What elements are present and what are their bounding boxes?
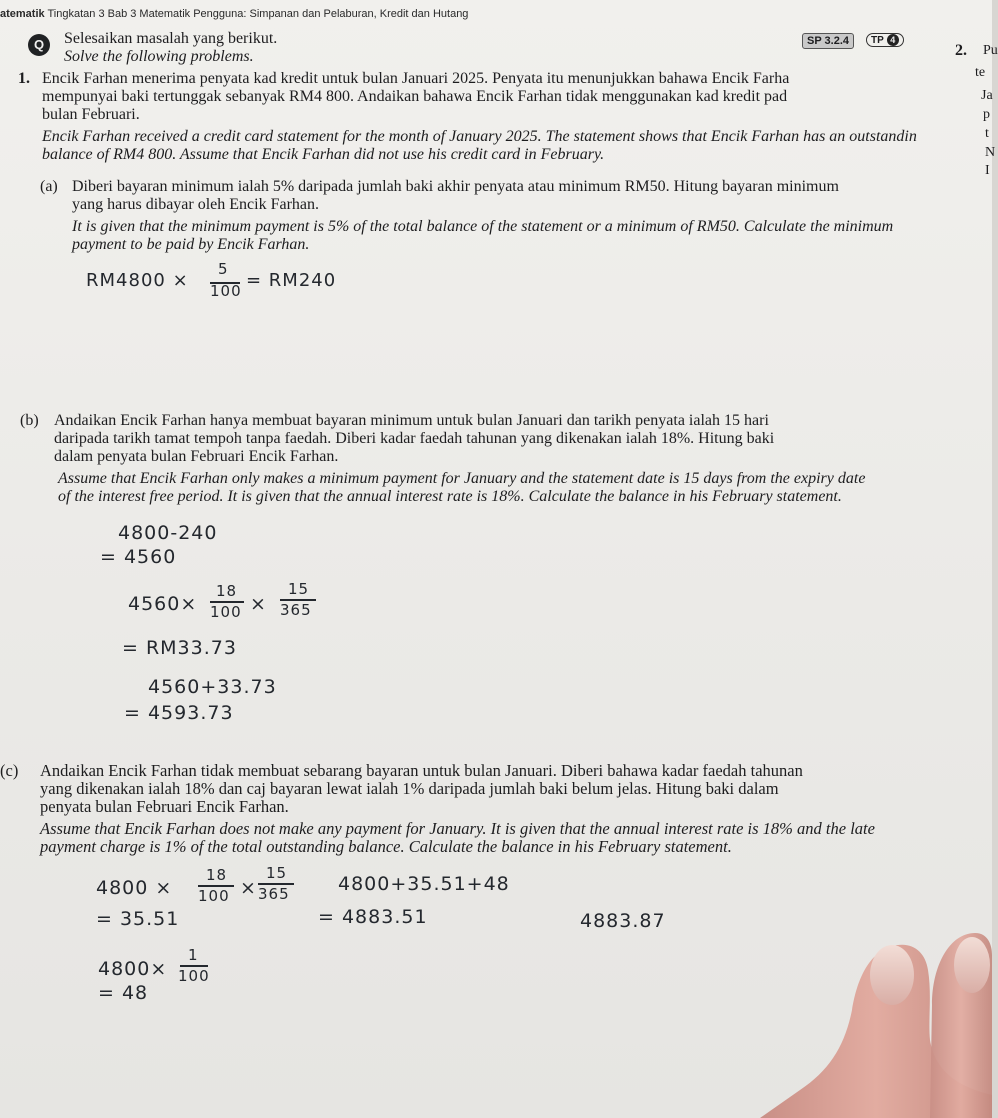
- fingernail: [870, 945, 914, 1005]
- part-c-label: (c): [0, 761, 19, 780]
- header-chapter-prefix: atematik: [0, 8, 45, 20]
- next-column-fragment: [955, 40, 998, 178]
- part-b-hw-line: = RM33.73: [122, 637, 237, 659]
- question-badge-icon: Q: [28, 34, 50, 56]
- part-b-hw-frac2-den: 365: [280, 601, 312, 619]
- instructions-malay: Selesaikan masalah yang berikut.: [64, 30, 278, 47]
- part-b-label: (b): [20, 412, 39, 429]
- question-1-malay-line: Encik Farhan menerima penyata kad kredit untuk bulan Januari 2025. Penyata itu menunjukkan bahawa Encik Farha: [42, 70, 790, 87]
- part-a-english-line: payment to be paid by Encik Farhan.: [72, 236, 310, 253]
- side-line: N: [985, 145, 996, 160]
- part-a-english-line: It is given that the minimum payment is 5% of the total balance of the statement or a minimum of RM50. Calculate the minimum: [72, 218, 894, 235]
- part-b-hw-frac1-num: 18: [216, 582, 238, 600]
- part-c-english-line: Assume that Encik Farhan does not make any payment for January. It is given that the annual interest rate is 18% and the late: [40, 819, 875, 838]
- part-c-hw-far-line: 4883.87: [580, 910, 666, 932]
- instructions: [64, 30, 277, 66]
- part-c-hw-l1-frac1-den: 100: [198, 887, 230, 905]
- sp-badge: SP 3.2.4: [802, 33, 854, 49]
- part-a-malay-line: yang harus dibayar oleh Encik Farhan.: [72, 196, 320, 213]
- part-b-hw-line: 4560×: [128, 593, 198, 615]
- part-a-hw-rhs: = RM240: [246, 270, 337, 291]
- part-c-prompt: [0, 762, 950, 856]
- part-b-english-line: Assume that Encik Farhan only makes a minimum payment for January and the statement date is 15 days from the expiry date: [58, 470, 866, 487]
- part-b-malay-line: daripada tarikh tamat tempoh tanpa faedah. Diberi kadar faedah tahunan yang dikenakan ialah 18%. Hitung baki: [54, 430, 775, 447]
- side-line: te: [975, 65, 986, 80]
- part-b-hw-times: ×: [250, 593, 267, 615]
- part-c-hw-line: = 35.51: [96, 908, 180, 930]
- part-b-malay-line: dalam penyata bulan Februari Encik Farhan.: [54, 448, 339, 465]
- part-b-prompt: [20, 412, 948, 506]
- question-1-malay-line: mempunyai baki tertunggak sebanyak RM4 800. Andaikan bahawa Encik Farhan tidak menggunakan kad kredit pad: [42, 88, 788, 105]
- part-a-hw-lhs: RM4800 ×: [86, 270, 189, 291]
- part-b-hw-line: 4800-240: [118, 522, 218, 544]
- part-c-malay-line: yang dikenakan ialah 18% dan caj bayaran lewat ialah 1% daripada jumlah baki belum jelas. Hitung baki dalam: [40, 779, 779, 798]
- part-c-malay-line: Andaikan Encik Farhan tidak membuat sebarang bayaran untuk bulan Januari. Diberi bahawa kadar faedah tahunan: [40, 761, 803, 780]
- part-c-malay-line: penyata bulan Februari Encik Farhan.: [40, 797, 289, 816]
- finger-photo-decoration: [760, 925, 992, 1118]
- thumbnail: [954, 937, 990, 993]
- question-1-stem: [18, 70, 948, 164]
- part-b-hw-line: = 4593.73: [124, 702, 234, 724]
- part-c-hw-l3-frac-den: 100: [178, 967, 210, 985]
- part-c-english-line: payment charge is 1% of the total outstanding balance. Calculate the balance in his February statement.: [40, 837, 732, 856]
- part-b-english-line: of the interest free period. It is given that the annual interest rate is 18%. Calculate the balance in his February statement.: [58, 488, 842, 505]
- side-line: Pu: [983, 43, 998, 58]
- part-c-hw-l1-frac2-num: 15: [266, 864, 288, 882]
- part-c-hw-line: = 48: [98, 982, 149, 1004]
- question-1-english-line: balance of RM4 800. Assume that Encik Farhan did not use his credit card in February.: [42, 146, 605, 163]
- header-chapter-title: Tingkatan 3 Bab 3 Matematik Pengguna: Simpanan dan Pelaburan, Kredit dan Hutang: [47, 8, 469, 20]
- question-1-malay-line: bulan Februari.: [42, 106, 140, 123]
- part-c-hw-right-line: = 4883.51: [318, 906, 428, 928]
- part-c-hw-l1-frac2-den: 365: [258, 885, 290, 903]
- page-header: [0, 8, 700, 20]
- question-1-number: 1.: [18, 70, 30, 87]
- side-line: Ja: [981, 88, 993, 103]
- part-b-hw-line: 4560+33.73: [148, 676, 277, 698]
- side-line: I: [985, 163, 990, 178]
- part-a-prompt: [40, 178, 948, 254]
- part-a-label: (a): [40, 178, 58, 195]
- part-c-hw-right-line: 4800+35.51+48: [338, 873, 510, 895]
- side-question-number: 2.: [955, 42, 967, 59]
- part-b-hw-line: = 4560: [100, 546, 177, 568]
- part-c-hw-l3-lhs: 4800×: [98, 958, 168, 980]
- part-c-hw-l3-frac-num: 1: [188, 946, 199, 964]
- part-b-hw-frac2-num: 15: [288, 580, 310, 598]
- tp-badge: [866, 33, 904, 47]
- tp-badge-label: TP: [871, 35, 884, 46]
- instructions-english: Solve the following problems.: [64, 48, 254, 65]
- part-c-hw-l1-lhs: 4800 ×: [96, 877, 173, 899]
- question-1-english-line: Encik Farhan received a credit card statement for the month of January 2025. The statement shows that Encik Farhan has an outstandin: [42, 128, 917, 145]
- part-a-hw-frac-num: 5: [218, 260, 229, 278]
- tp-level: 4: [887, 34, 899, 46]
- part-a-hw-frac-den: 100: [210, 282, 242, 300]
- side-line: t: [985, 126, 989, 141]
- part-b-malay-line: Andaikan Encik Farhan hanya membuat bayaran minimum untuk bulan Januari dan tarikh penyata ialah 15 hari: [54, 412, 769, 429]
- part-a-malay-line: Diberi bayaran minimum ialah 5% daripada jumlah baki akhir penyata atau minimum RM50. Hitung bayaran minimum: [72, 178, 839, 195]
- side-line: p: [983, 107, 990, 122]
- part-c-hw-l1-times: ×: [240, 877, 257, 899]
- part-b-hw-frac1-den: 100: [210, 603, 242, 621]
- part-c-hw-l1-frac1-num: 18: [206, 866, 228, 884]
